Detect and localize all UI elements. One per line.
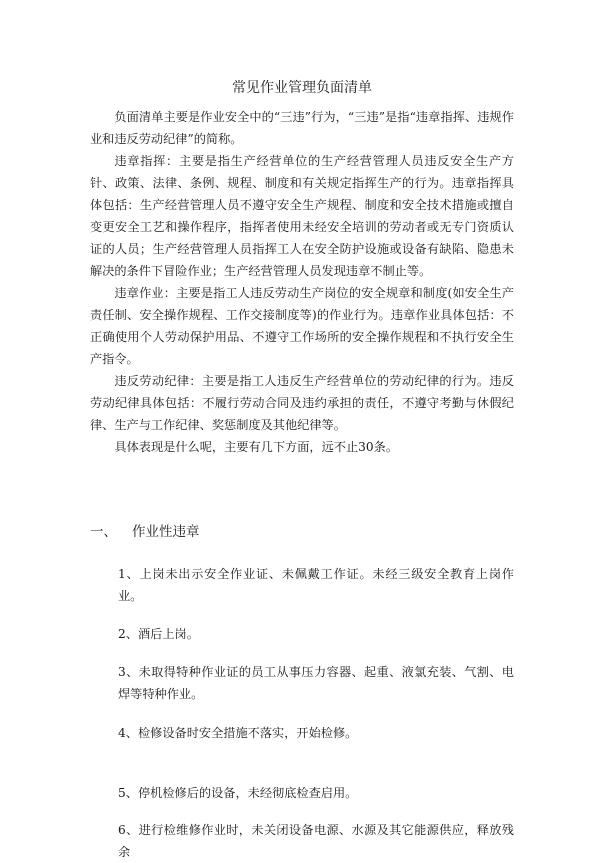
list-item: 5、停机检修后的设备，未经彻底检查启用。 (118, 786, 358, 800)
section-number: 一、 (90, 524, 117, 540)
summary-paragraph: 具体表现是什么呢，主要有几下方面，远不止30条。 (114, 440, 399, 454)
document-page (90, 78, 514, 863)
operation-violation-paragraph: 违章作业：主要是指工人违反劳动生产岗位的安全规章和制度(如安全生产责任制、安全操作规程、工作交接制度等)的作业行为。违章作业具体包括：不正确使用个人劳动保护用品、不遵守工作场所的安全操作规程和不执行安全生产指令。 (90, 286, 514, 366)
document-title: 常见作业管理负面清单 (232, 80, 372, 96)
list-item: 4、检修设备时安全措施不落实，开始检修。 (118, 726, 358, 740)
section-title: 作业性违章 (132, 524, 200, 540)
intro-paragraph: 负面清单主要是作业安全中的“三违”行为，“三违”是指“违章指挥、违规作业和违反劳动纪律”的简称。 (90, 110, 514, 146)
list-item: 1、上岗未出示安全作业证、未佩戴工作证。未经三级安全教育上岗作业。 (118, 567, 514, 603)
discipline-violation-paragraph: 违反劳动纪律：主要是指工人违反生产经营单位的劳动纪律的行为。违反劳动纪律具体包括：不履行劳动合同及违约承担的责任，不遵守考勤与休假纪律、生产与工作纪律、奖惩制度及其他纪律等。 (90, 374, 514, 432)
list-item: 3、未取得特种作业证的员工从事压力容器、起重、液氯充装、气割、电焊等特种作业。 (118, 665, 514, 701)
command-violation-paragraph: 违章指挥：主要是指生产经营单位的生产经营管理人员违反安全生产方针、政策、法律、条例、规程、制度和有关规定指挥生产的行为。违章指挥具体包括：生产经营管理人员不遵守安全生产规程、制度和安全技术措施或擅自变更安全工艺和操作程序，指挥者使用未经安全培训的劳动者或无专门资质认证的人员；生产经营管理人员指挥工人在安全防护设施或设备有缺陷、隐患未解决的条件下冒险作业；生产经营管理人员发现违章不制止等。 (90, 154, 514, 278)
list-item: 6、进行检维修作业时，未关闭设备电源、水源及其它能源供应，释放残余 (118, 823, 514, 859)
section-heading (90, 522, 514, 542)
list-item: 2、酒后上岗。 (118, 627, 199, 641)
